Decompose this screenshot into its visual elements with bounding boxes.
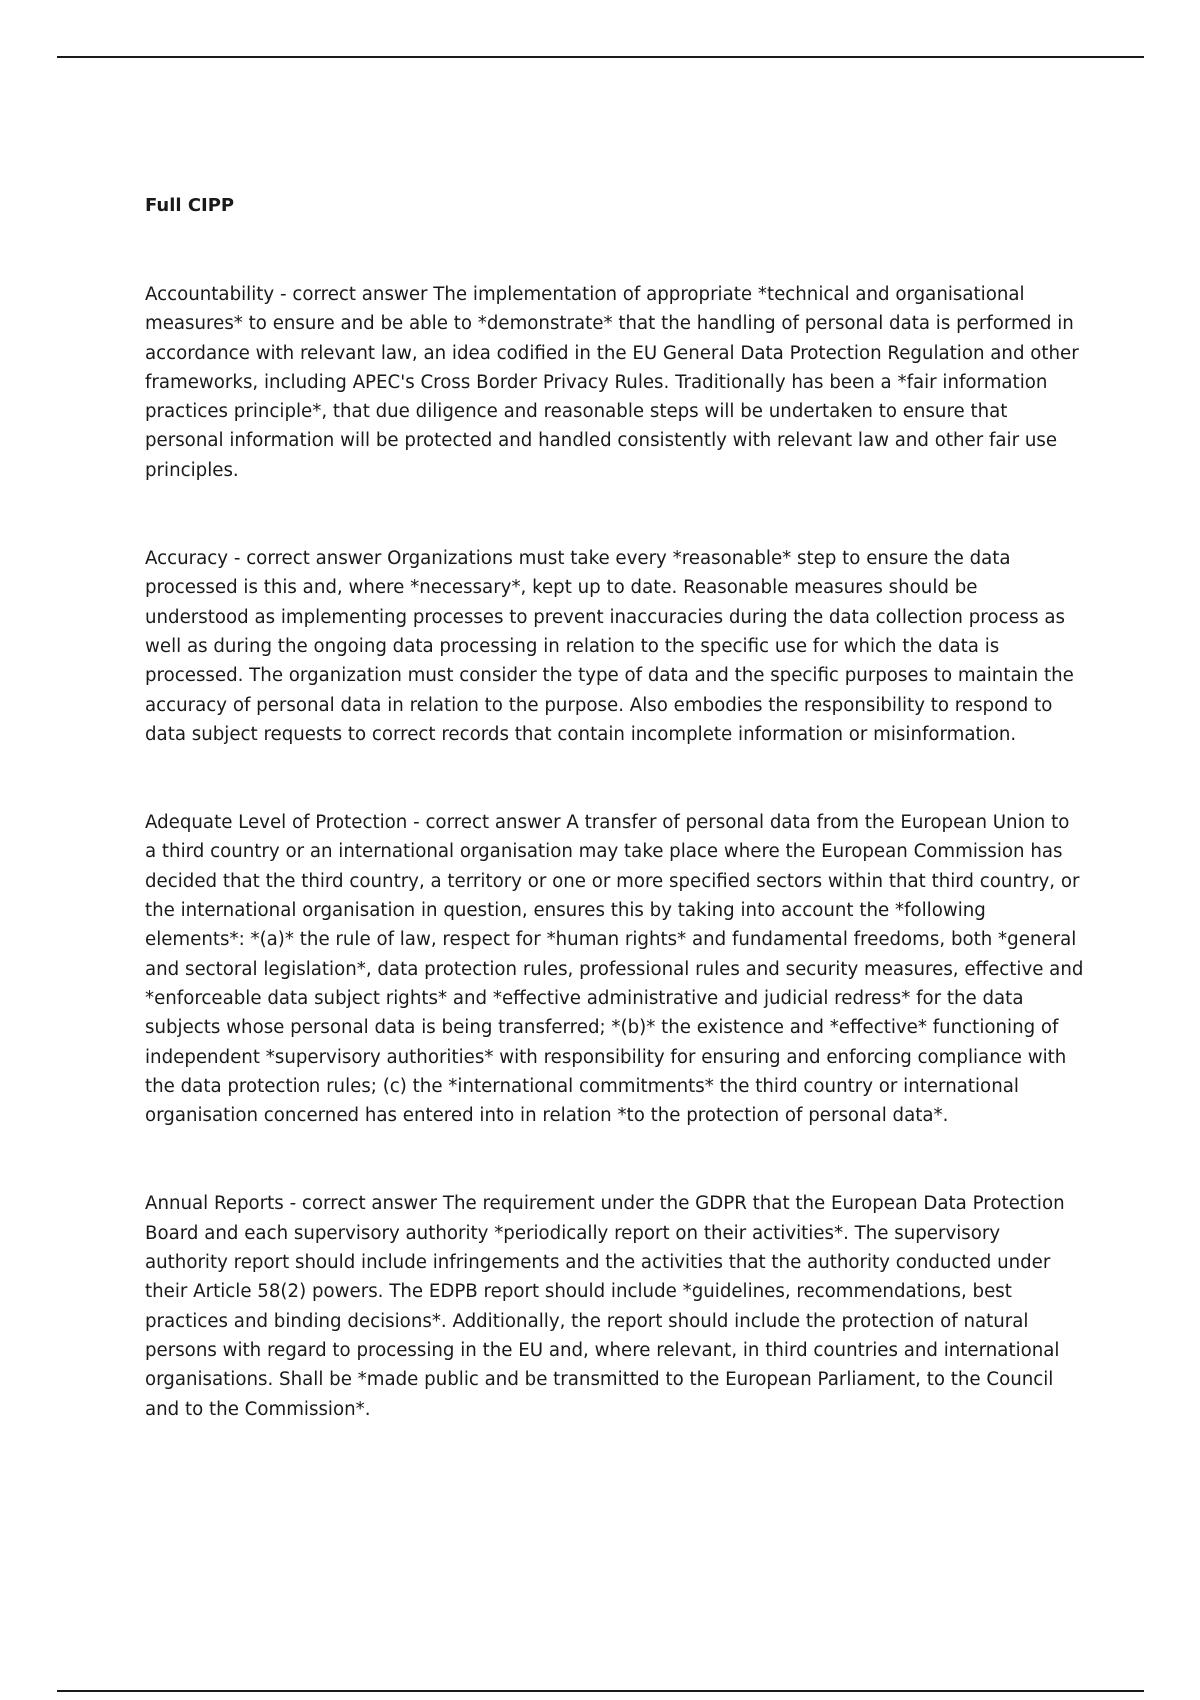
entry-answer-label: correct answer (246, 548, 382, 570)
document-body (145, 191, 1085, 1483)
page-title: Full CIPP (145, 195, 235, 216)
entry-definition: A transfer of personal data from the European Union to a third country or an international organisation may take place where the European Commission has decided that the third country, a territory or one or more specified sectors within that third country, or the international organisation in question, ensures this by taking into account the *following elements*: *(a)* the rule of law, respect for *human rights* and fundamental freedoms, both *general and sectoral legislation*, data protection rules, professional rules and security measures, effective and *enforceable data subject rights* and *effective administrative and judicial redress* for the data subjects whose personal data is being transferred; *(b)* the existence and *effective* functioning of independent *supervisory authorities* with responsibility for ensuring and enforcing compliance with the data protection rules; (c) the *international commitments* the third country or international organisation concerned has entered into in relation *to the protection of personal data*. (145, 812, 1084, 1127)
entry-term: Annual Reports - (145, 1193, 302, 1214)
footer-rule (57, 1690, 1144, 1692)
entry-answer-label: correct answer (292, 284, 428, 305)
header-rule (57, 56, 1144, 58)
flashcard-entry-annual-reports (145, 1189, 1085, 1423)
entry-term: Accountability - (145, 284, 292, 305)
entry-term: Accuracy - (145, 548, 246, 569)
flashcard-entry-adequate-level-of-protection (145, 808, 1085, 1130)
entry-definition: Organizations must take every *reasonable* step to ensure the data processed is this and, where *necessary*, kept up to date. Reasonable measures should be understood as implementing processes to prevent inaccuracies during the data collection process as well as during the ongoing data processing in relation to the specific use for which the data is processed. The organization must consider the type of data and the specific purposes to maintain the accuracy of personal data in relation to the purpose. Also embodies the responsibility to respond to data subject requests to correct records that contain incomplete information or misinformation. (145, 548, 1074, 745)
entry-answer-label: correct answer (301, 1193, 438, 1215)
flashcard-entry-accuracy (145, 544, 1085, 749)
flashcard-entry-accountability (145, 280, 1085, 485)
entry-definition: The implementation of appropriate *technical and organisational measures* to ensure and be able to *demonstrate* that the handling of personal data is performed in accordance with relevant law, an idea codified in the EU General Data Protection Regulation and other frameworks, including APEC's Cross Border Privacy Rules. Traditionally has been a *fair information practices principle*, that due diligence and reasonable steps will be undertaken to ensure that personal information will be protected and handled consistently with relevant law and other fair use principles. (145, 284, 1079, 481)
entry-term: Adequate Level of Protection - (145, 812, 425, 833)
entry-definition: The requirement under the GDPR that the European Data Protection Board and each supervisory authority *periodically report on their activities*. The supervisory authority report should include infringements and the activities that the authority conducted under their Article 58(2) powers. The EDPB report should include *guidelines, recommendations, best practices and binding decisions*. Additionally, the report should include the protection of natural persons with regard to processing in the EU and, where relevant, in third countries and international organisations. Shall be *made public and be transmitted to the European Parliament, to the Council and to the Commission*. (145, 1193, 1065, 1420)
entry-answer-label: correct answer (425, 812, 561, 834)
